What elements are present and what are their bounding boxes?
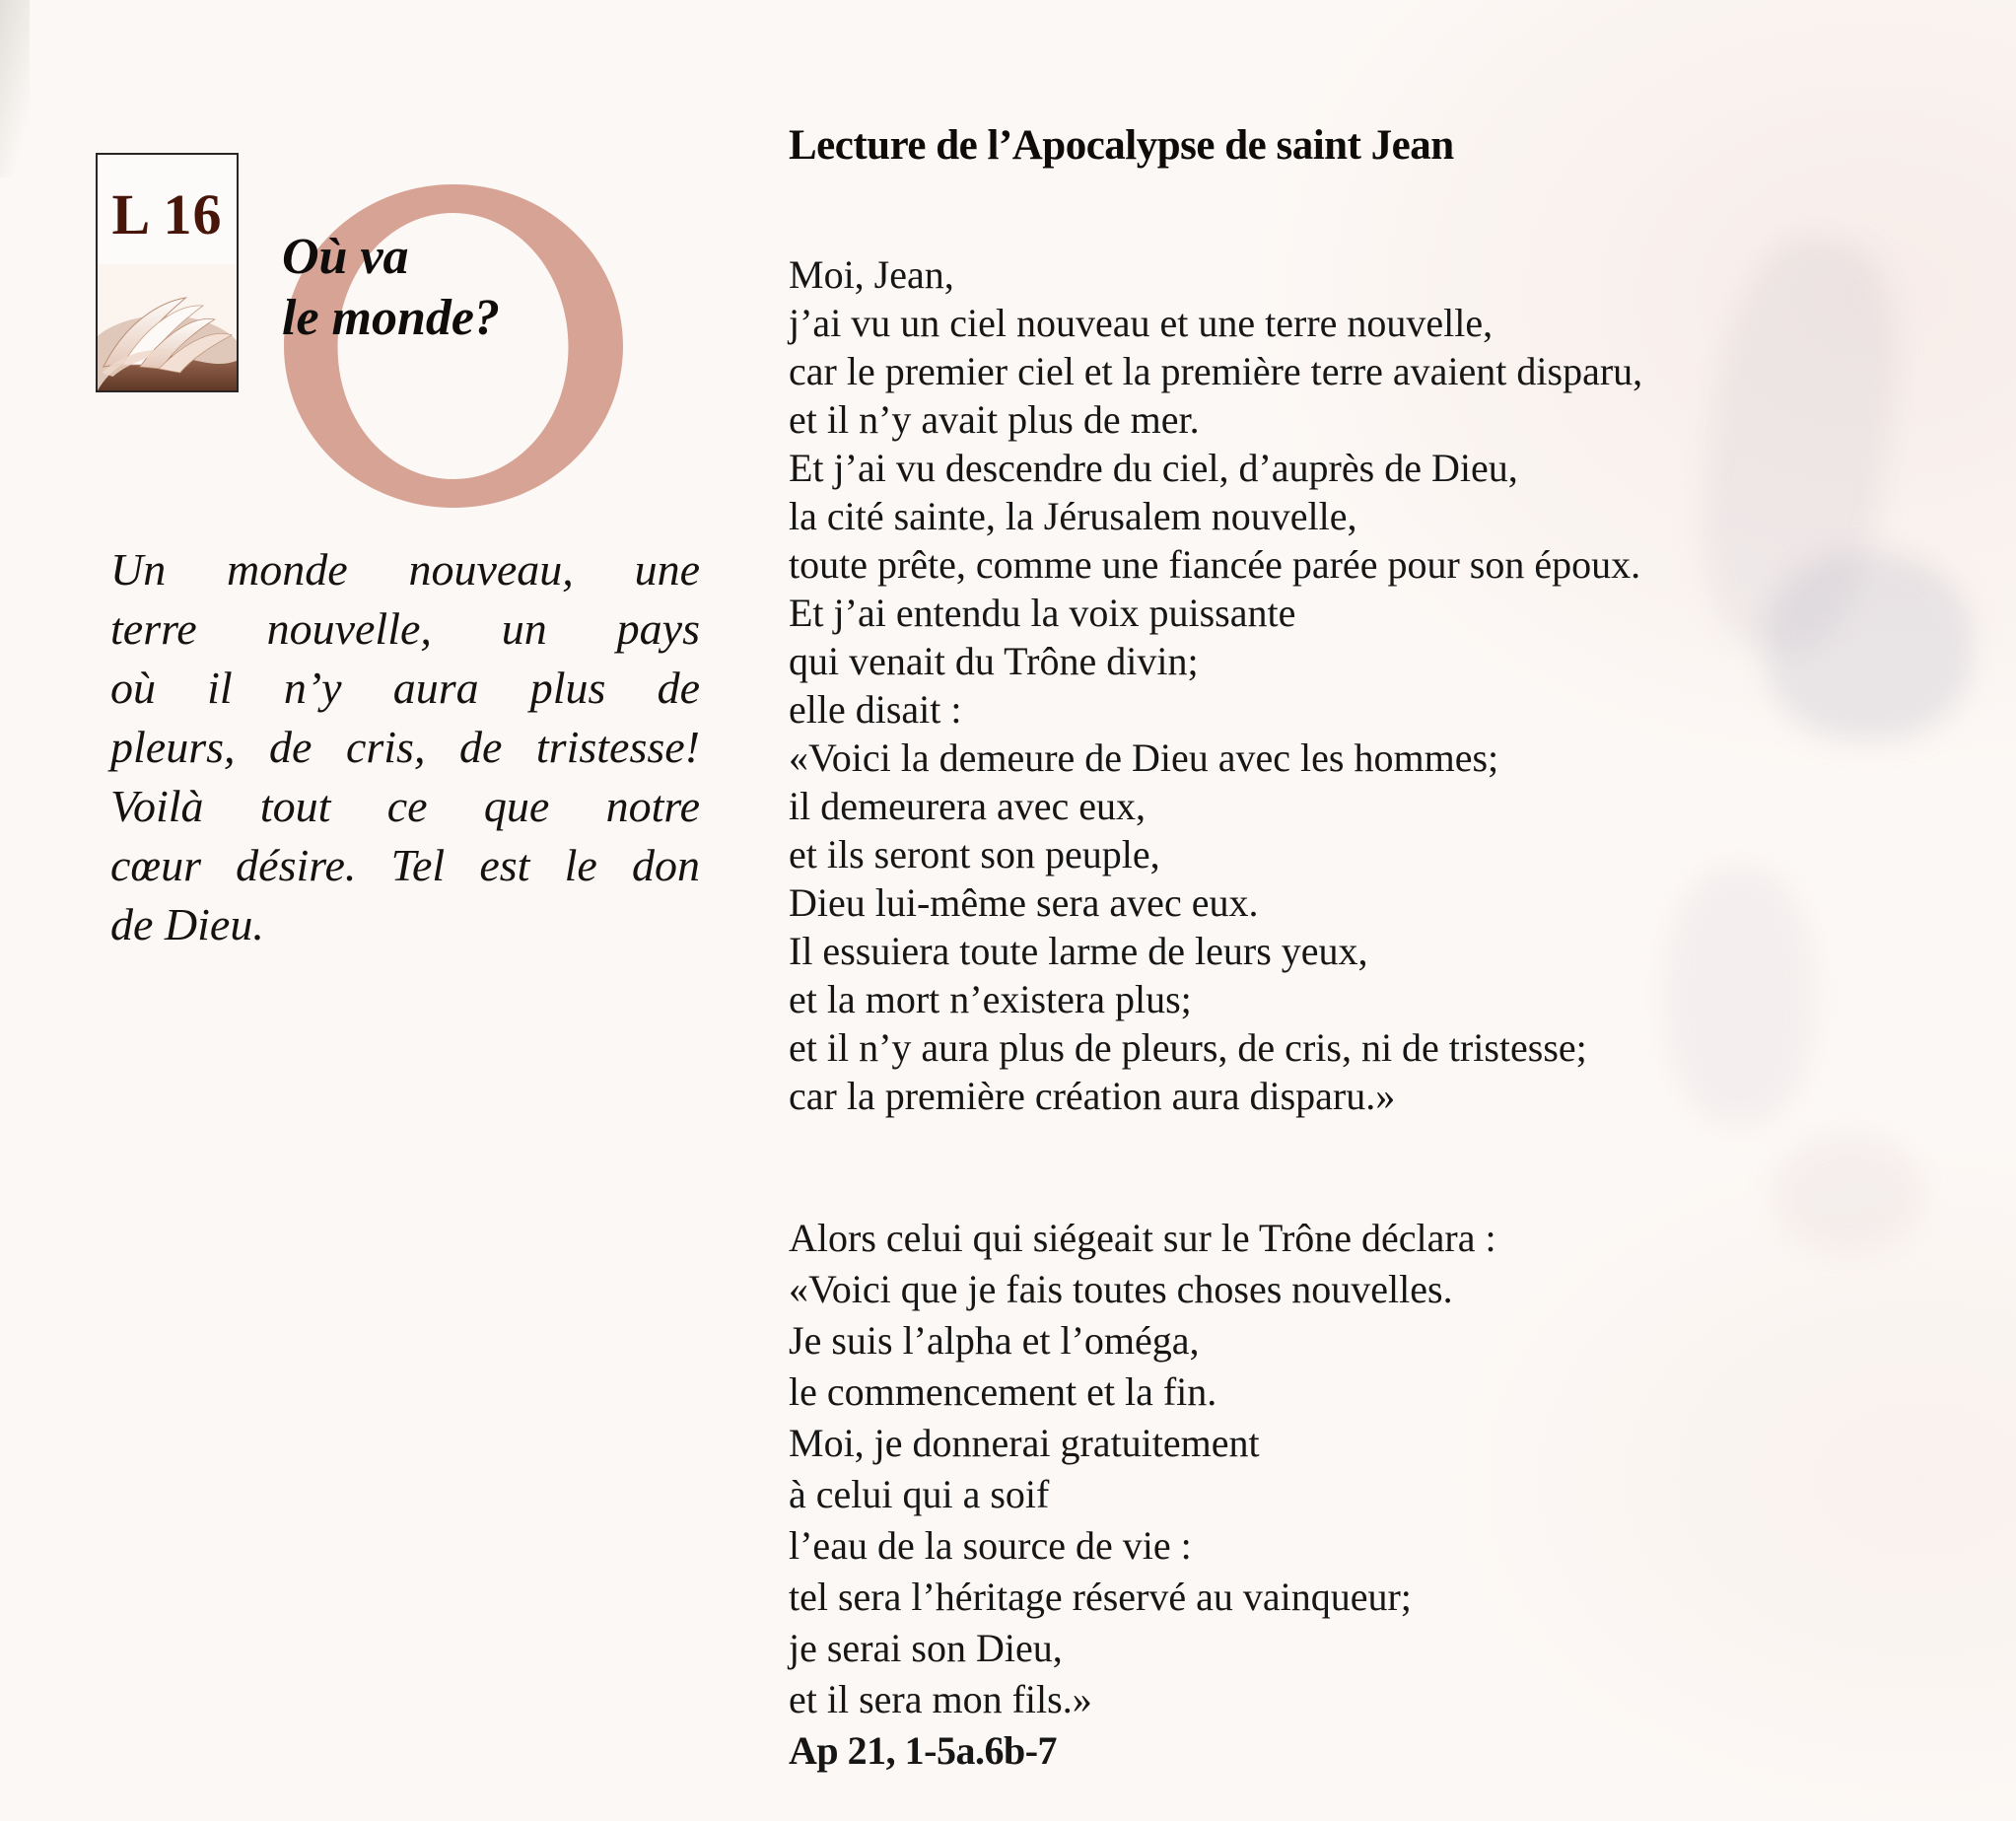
reading-line: «Voici la demeure de Dieu avec les hommes; xyxy=(789,735,1499,780)
reading-line: la cité sainte, la Jérusalem nouvelle, xyxy=(789,494,1357,538)
reading-line: Dieu lui-même sera avec eux. xyxy=(789,880,1259,925)
reading-line: «Voici que je fais toutes choses nouvelles. xyxy=(789,1267,1453,1311)
reading-line: elle disait : xyxy=(789,687,962,732)
reading-stanza-1 xyxy=(789,250,1883,1120)
reading-line: Alors celui qui siégeait sur le Trône déclara : xyxy=(789,1216,1496,1260)
section-title-line1: Où va xyxy=(282,229,409,285)
reading-line: Moi, je donnerai gratuitement xyxy=(789,1421,1260,1465)
reading-line: Et j’ai entendu la voix puissante xyxy=(789,591,1296,635)
reading-line: qui venait du Trône divin; xyxy=(789,639,1199,683)
reading-line: j’ai vu un ciel nouveau et une terre nouvelle, xyxy=(789,301,1494,345)
intro-line: pleurs, de cris, de tristesse! xyxy=(110,722,700,772)
reading-line: car la première création aura disparu.» xyxy=(789,1074,1396,1118)
scripture-reading xyxy=(789,120,1883,1777)
scripture-reference: Ap 21, 1-5a.6b-7 xyxy=(789,1728,1058,1773)
reading-line: Je suis l’alpha et l’oméga, xyxy=(789,1318,1200,1363)
reading-line: l’eau de la source de vie : xyxy=(789,1523,1192,1568)
reading-line: tel sera l’héritage réservé au vainqueur; xyxy=(789,1575,1412,1619)
scan-edge-artifact xyxy=(0,0,30,177)
reading-line: car le premier ciel et la première terre avaient disparu, xyxy=(789,349,1643,393)
reading-line: je serai son Dieu, xyxy=(789,1626,1063,1670)
reading-line: et ils seront son peuple, xyxy=(789,832,1160,876)
reading-stanza-2 xyxy=(789,1213,1883,1777)
intro-line: Voilà tout ce que notre xyxy=(110,781,700,831)
lesson-badge xyxy=(96,153,239,392)
intro-paragraph xyxy=(110,540,700,954)
reading-line: Il essuiera toute larme de leurs yeux, xyxy=(789,929,1368,973)
reading-line: le commencement et la fin. xyxy=(789,1369,1217,1414)
reading-line: Et j’ai vu descendre du ciel, d’auprès de Dieu, xyxy=(789,446,1518,490)
reading-line: et la mort n’existera plus; xyxy=(789,977,1192,1021)
section-title-line2: le monde? xyxy=(282,290,500,346)
intro-line: où il n’y aura plus de xyxy=(110,663,700,713)
section-title xyxy=(282,227,500,349)
intro-line: terre nouvelle, un pays xyxy=(110,603,700,654)
open-book-photo-icon xyxy=(98,264,237,390)
reading-line: Moi, Jean, xyxy=(789,252,954,297)
reading-line: toute prête, comme une fiancée parée pour son époux. xyxy=(789,542,1641,587)
reading-line: et il n’y aura plus de pleurs, de cris, ni de tristesse; xyxy=(789,1025,1587,1070)
intro-line: cœur désire. Tel est le don xyxy=(110,840,700,890)
intro-line: de Dieu. xyxy=(110,899,264,949)
reading-line: il demeurera avec eux, xyxy=(789,784,1147,828)
reading-line: et il n’y avait plus de mer. xyxy=(789,397,1200,442)
lesson-code: L 16 xyxy=(111,182,223,246)
reading-line: et il sera mon fils.» xyxy=(789,1677,1092,1721)
intro-line: Un monde nouveau, une xyxy=(110,544,700,595)
reading-title: Lecture de l’Apocalypse de saint Jean xyxy=(789,122,1454,169)
reading-line: à celui qui a soif xyxy=(789,1472,1050,1516)
